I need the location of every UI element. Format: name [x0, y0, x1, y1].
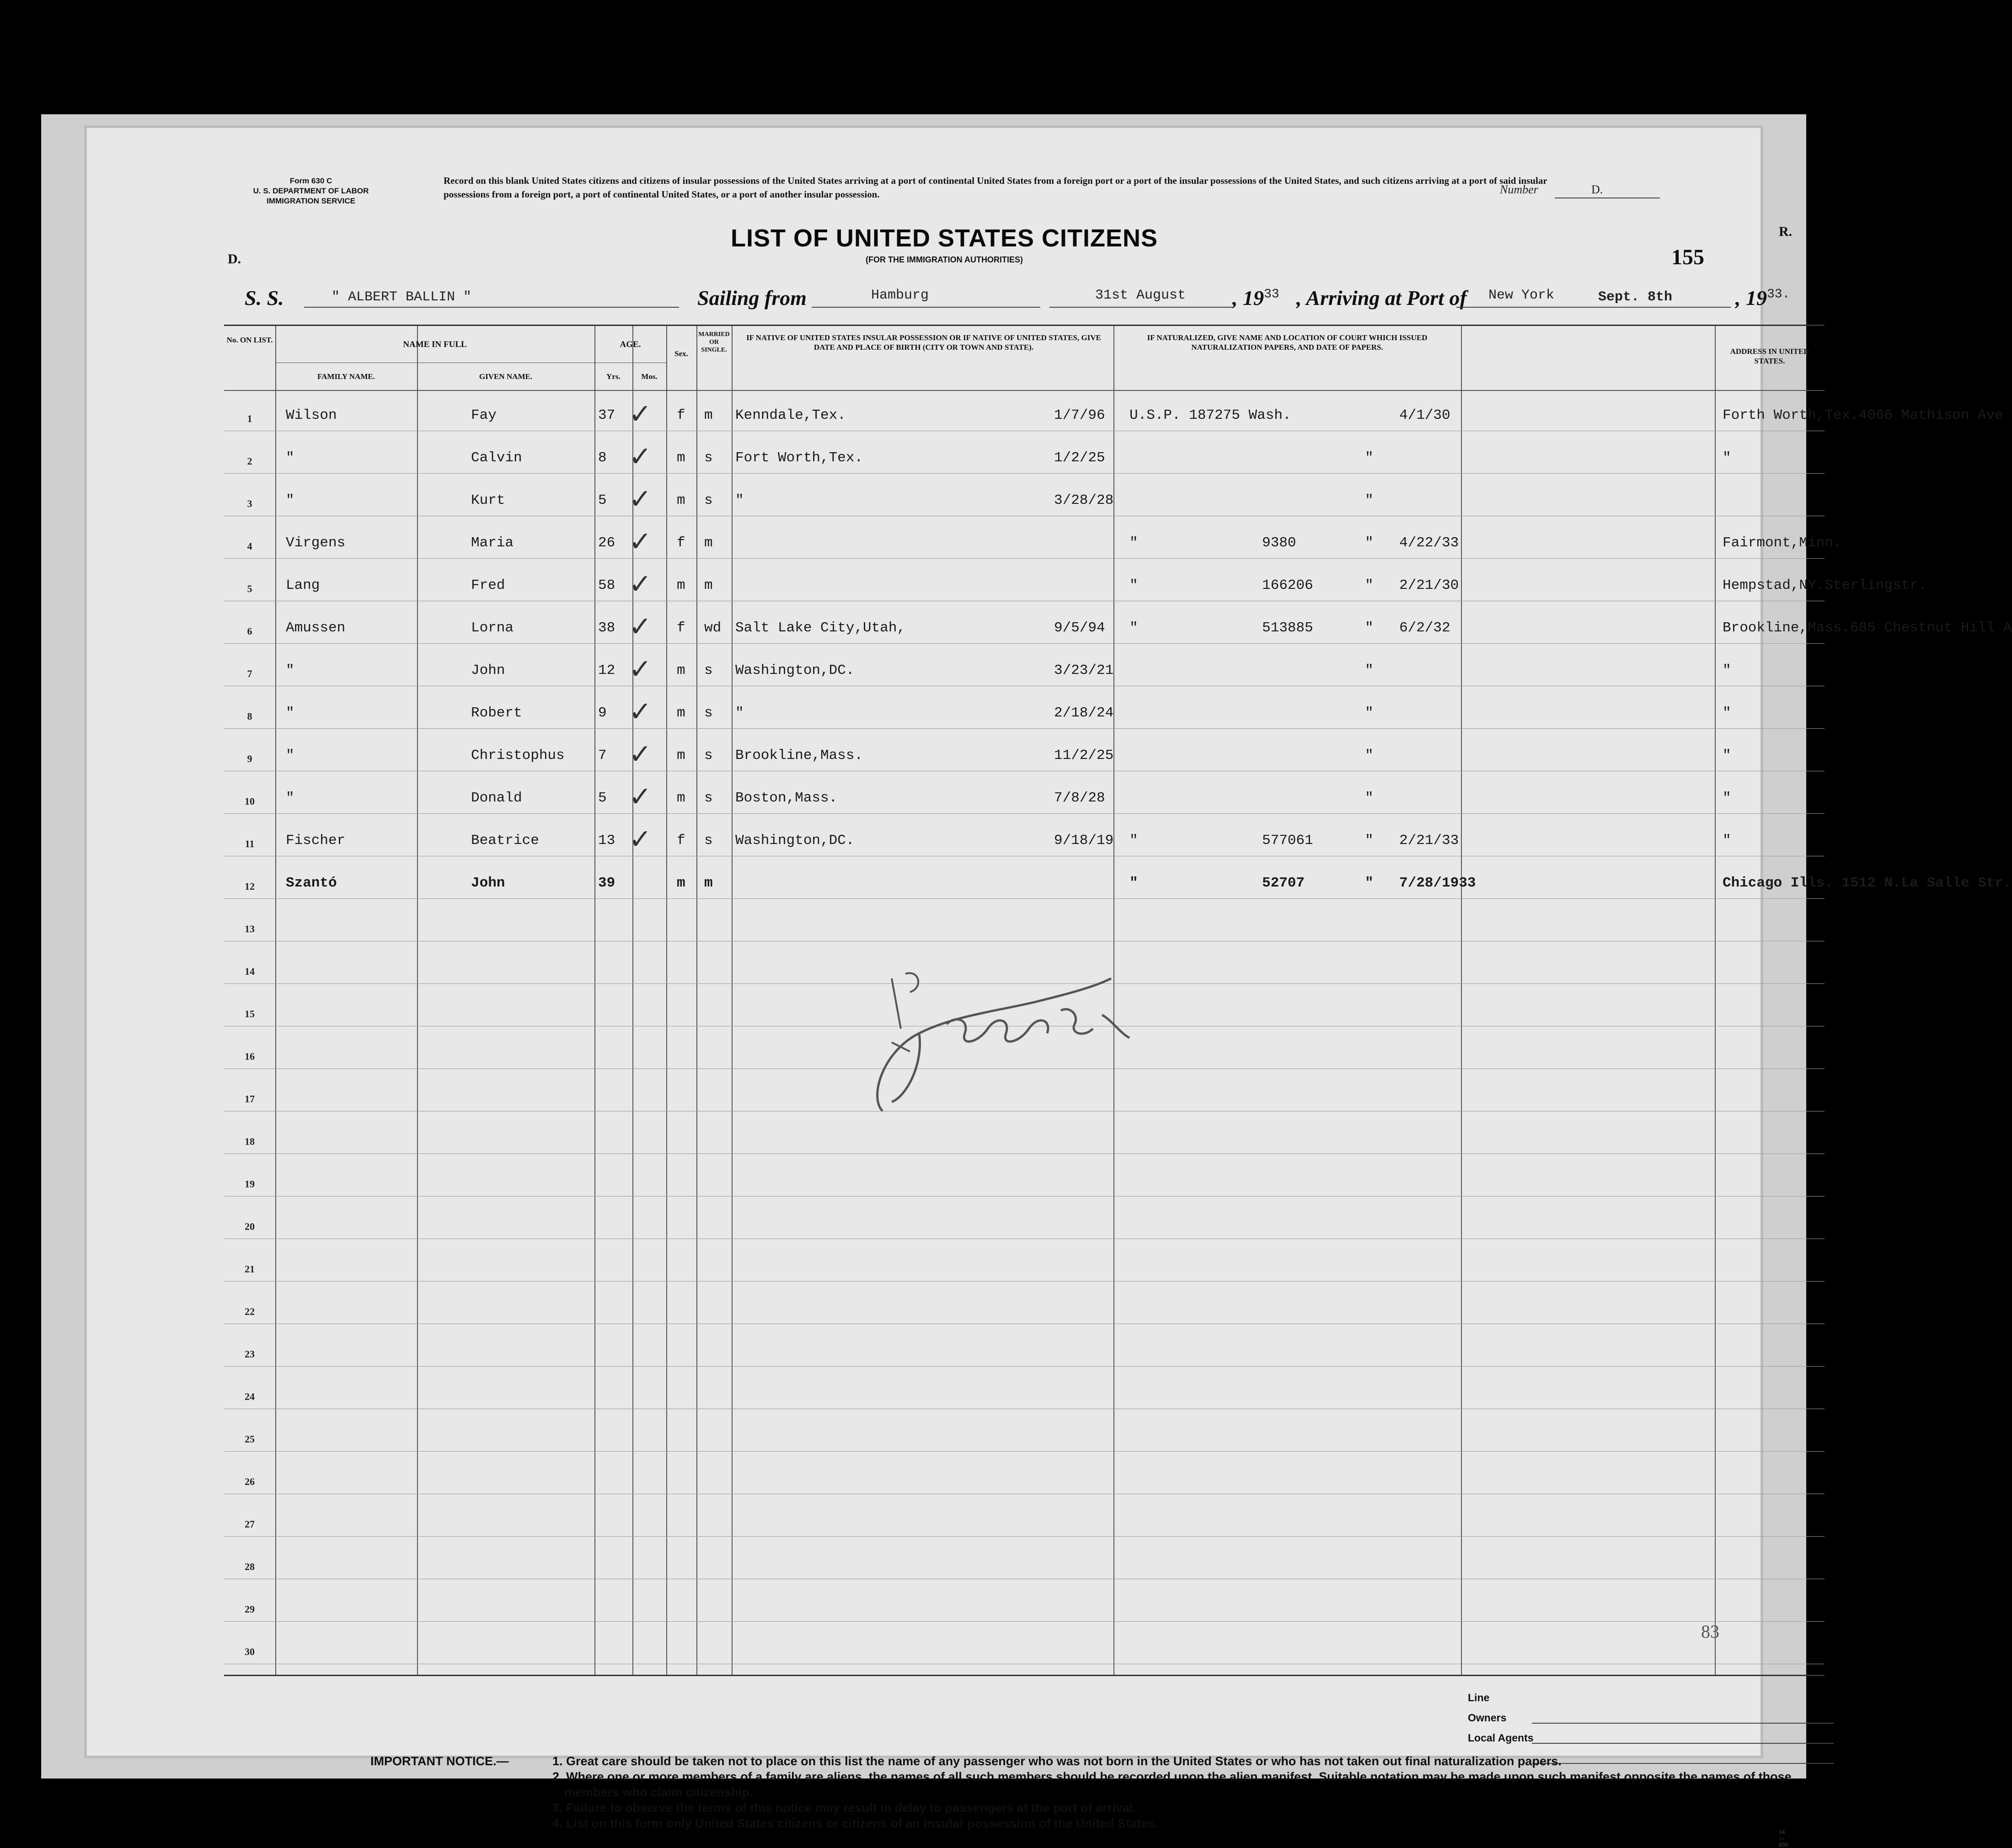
cell-nat-court: ": [1129, 833, 1138, 849]
cell-birth-date: 1/7/96: [1054, 407, 1105, 423]
cell-family: Fischer: [286, 833, 346, 849]
cell-address: Brookline,Mass.685 Chestnut Hill A: [1723, 620, 2012, 636]
owners-field: Owners: [1468, 1712, 1834, 1732]
d-mark: D.: [228, 251, 241, 267]
cell-nat-ditto: ": [1365, 790, 1374, 806]
cell-birth-date: 2/18/24: [1054, 705, 1114, 721]
line-field: Line: [1468, 1692, 1834, 1712]
cell-ms: s: [704, 790, 713, 806]
cell-given: Robert: [471, 705, 522, 721]
cell-birth-date: 9/18/19: [1054, 833, 1114, 849]
cell-family: Szantó: [286, 875, 337, 891]
cell-family: Wilson: [286, 407, 337, 423]
cell-address: ": [1723, 662, 1731, 678]
row-number: 8: [247, 710, 252, 722]
r-mark: R.: [1779, 224, 1793, 239]
cell-birth-date: 3/28/28: [1054, 492, 1114, 508]
row-rule: [224, 1366, 1825, 1367]
cell-given: Kurt: [471, 492, 505, 508]
checkmark-icon: ✓: [629, 738, 652, 770]
cell-yrs: 5: [598, 790, 607, 806]
row-number: 26: [245, 1476, 255, 1487]
cell-family: Amussen: [286, 620, 346, 636]
sailing-label: Sailing from: [697, 286, 807, 310]
cell-given: Maria: [471, 535, 514, 551]
cell-ms: wd: [704, 620, 722, 636]
cell-sex: m: [677, 450, 685, 466]
number-field: [1500, 183, 1664, 201]
cell-nat-date: 6/2/32: [1399, 620, 1450, 636]
cell-birth-place: ": [735, 705, 744, 721]
row-number: 14: [245, 966, 255, 977]
cell-given: Calvin: [471, 450, 522, 466]
header-address: ADDRESS IN UNITED STATES.: [1730, 347, 1809, 365]
checkmark-icon: ✓: [629, 611, 652, 643]
column-divider: [275, 326, 276, 1675]
cell-nat-no: 577061: [1262, 833, 1313, 849]
cell-ms: m: [704, 407, 713, 423]
cell-ms: s: [704, 748, 713, 764]
cell-yrs: 38: [598, 620, 615, 636]
cell-address: Fairmont,Minn.: [1723, 535, 1842, 551]
cell-ms: s: [704, 833, 713, 849]
cell-yrs: 8: [598, 450, 607, 466]
row-rule: [224, 558, 1825, 559]
header-naturalized: IF NATURALIZED, GIVE NAME AND LOCATION OF COURT WHICH ISSUED NATURALIZATION PAPERS, AND DATE OF PAPERS.: [1147, 333, 1428, 352]
service-name: IMMIGRATION SERVICE: [267, 197, 355, 205]
cell-yrs: 13: [598, 833, 615, 849]
cell-given: Fay: [471, 407, 497, 423]
cell-nat-date: 2/21/30: [1399, 577, 1459, 593]
header-years: Yrs.: [606, 372, 621, 381]
row-rule: [224, 813, 1825, 814]
cell-yrs: 58: [598, 577, 615, 593]
row-number: 9: [247, 753, 252, 764]
row-number: 7: [247, 668, 252, 679]
cell-birth-date: 7/8/28: [1054, 790, 1105, 806]
cell-family: ": [286, 790, 294, 806]
cell-sex: m: [677, 492, 685, 508]
arrival-date-underline: [1594, 307, 1731, 308]
cell-ms: s: [704, 492, 713, 508]
column-divider: [417, 326, 418, 1675]
cell-birth-place: Washington,DC.: [735, 833, 855, 849]
notice-heading: IMPORTANT NOTICE.—: [370, 1754, 509, 1768]
cell-family: ": [286, 705, 294, 721]
manifest-page: [87, 128, 2012, 1848]
cell-ms: s: [704, 705, 713, 721]
cell-sex: f: [677, 535, 685, 551]
row-number: 6: [247, 625, 252, 637]
row-number: 4: [247, 540, 252, 552]
row-number: 13: [245, 923, 255, 935]
arrival-port-underline: [1456, 307, 1594, 308]
cell-nat-no: 166206: [1262, 577, 1313, 593]
cell-nat-no: 52707: [1262, 875, 1305, 891]
cell-birth-place: Washington,DC.: [735, 662, 855, 678]
row-rule: [224, 473, 1825, 474]
cell-sex: m: [677, 577, 685, 593]
department-name: U. S. DEPARTMENT OF LABOR: [253, 187, 369, 195]
row-number: 5: [247, 583, 252, 594]
row-number: 15: [245, 1008, 255, 1020]
row-rule: [224, 1536, 1825, 1537]
cell-nat-ditto: ": [1365, 620, 1374, 636]
row-number: 18: [245, 1136, 255, 1147]
local-agents-field: Local Agents: [1468, 1732, 1834, 1752]
cell-nat-date: 4/22/33: [1399, 535, 1459, 551]
cell-family: Virgens: [286, 535, 346, 551]
header-family-name: FAMILY NAME.: [317, 372, 375, 381]
cell-nat-no: 9380: [1262, 535, 1296, 551]
cell-birth-place: Fort Worth,Tex.: [735, 450, 863, 466]
voyage-line: [245, 286, 1799, 313]
cell-yrs: 39: [598, 875, 615, 891]
cell-birth-place: Brookline,Mass.: [735, 748, 863, 764]
row-number: 16: [245, 1051, 255, 1062]
cell-address: ": [1723, 705, 1731, 721]
cell-yrs: 26: [598, 535, 615, 551]
cell-birth-date: 11/2/25: [1054, 748, 1114, 764]
row-number: 2: [247, 455, 252, 467]
ship-underline: [304, 307, 679, 308]
cell-birth-date: 1/2/25: [1054, 450, 1105, 466]
arrival-year: , $19^{33.}$: [1735, 286, 1790, 310]
notice-item: 3. Failure to observe the terms of this notice may result in delay to passengers at the port of arrival.: [552, 1801, 1136, 1815]
row-number: 19: [245, 1178, 255, 1190]
cell-nat-ditto: ": [1365, 875, 1374, 891]
arrival-port: New York: [1488, 288, 1555, 303]
cell-address: ": [1723, 790, 1731, 806]
cell-nat-court: ": [1129, 577, 1138, 593]
cell-nat-ditto: ": [1365, 577, 1374, 593]
row-number: 24: [245, 1391, 255, 1402]
cell-yrs: 9: [598, 705, 607, 721]
row-rule: [224, 898, 1825, 899]
checkmark-icon: ✓: [629, 696, 652, 728]
cell-address: ": [1723, 833, 1731, 849]
notice-item: 2. Where one or more members of a family are aliens, the names of all such members should be recorded upon the alien manifest. Suitable notation may be made upon such manifest opposite the names of those members who claim citizenship.: [552, 1770, 1792, 1799]
cell-sex: m: [677, 662, 685, 678]
form-code: 14—606: [1779, 1829, 1788, 1848]
cell-sex: m: [677, 705, 685, 721]
checkmark-icon: ✓: [629, 823, 652, 855]
cell-sex: m: [677, 875, 685, 891]
checkmark-icon: ✓: [629, 781, 652, 813]
page-number: 155: [1671, 245, 1704, 269]
cell-family: ": [286, 450, 294, 466]
cell-birth-date: 3/23/21: [1054, 662, 1114, 678]
header-number: No. ON LIST.: [226, 336, 273, 344]
cell-nat-court: ": [1129, 875, 1138, 891]
sheet-number: 83: [1701, 1621, 1719, 1642]
cell-address: Forth Worth,Tex.4066 Mathison Ave: [1723, 407, 2003, 423]
arriving-label: , Arriving at Port of: [1296, 286, 1467, 310]
row-number: 23: [245, 1348, 255, 1360]
cell-nat-ditto: ": [1365, 535, 1374, 551]
cell-address: Hempstad,NY.Sterlingstr.: [1723, 577, 1927, 593]
cell-nat-court: U.S.P. 187275 Wash.: [1129, 407, 1291, 423]
cell-nat-date: 4/1/30: [1399, 407, 1450, 423]
page-title: LIST OF UNITED STATES CITIZENS: [731, 224, 1158, 252]
cell-given: John: [471, 875, 505, 891]
cell-nat-ditto: ": [1365, 450, 1374, 466]
ship-name: " ALBERT BALLIN ": [332, 289, 472, 305]
cell-nat-court: ": [1129, 620, 1138, 636]
form-number: Form 630 C: [289, 176, 332, 185]
cell-family: ": [286, 492, 294, 508]
row-number: 25: [245, 1433, 255, 1445]
column-divider: [696, 326, 697, 1675]
cell-ms: s: [704, 450, 713, 466]
column-divider: [1715, 326, 1716, 1675]
row-number: 22: [245, 1306, 255, 1317]
row-number: 10: [245, 796, 255, 807]
cell-given: John: [471, 662, 505, 678]
checkmark-icon: ✓: [629, 441, 652, 473]
cell-nat-date: 2/21/33: [1399, 833, 1459, 849]
cell-birth-place: Salt Lake City,Utah,: [735, 620, 906, 636]
row-rule: [224, 728, 1825, 729]
cell-address: Chicago Ills. 1512 N.La Salle Str.: [1723, 875, 2012, 891]
checkmark-icon: ✓: [629, 568, 652, 600]
cell-sex: f: [677, 620, 685, 636]
cell-family: ": [286, 748, 294, 764]
cell-nat-court: ": [1129, 535, 1138, 551]
row-number: 28: [245, 1561, 255, 1572]
number-value: D.: [1591, 183, 1603, 196]
column-divider: [594, 326, 595, 1675]
sailing-date: 31st August: [1095, 288, 1186, 303]
cell-birth-place: Boston,Mass.: [735, 790, 838, 806]
cell-birth-place: Kenndale,Tex.: [735, 407, 846, 423]
cell-nat-ditto: ": [1365, 662, 1374, 678]
cell-given: Fred: [471, 577, 505, 593]
sailing-port: Hamburg: [871, 288, 929, 303]
handwritten-signature: [864, 960, 1148, 1125]
cell-sex: f: [677, 833, 685, 849]
cell-ms: m: [704, 875, 713, 891]
cell-given: Christophus: [471, 748, 565, 764]
page-subtitle: (FOR THE IMMIGRATION AUTHORITIES): [866, 255, 1023, 264]
cell-yrs: 12: [598, 662, 615, 678]
cell-nat-date: 7/28/1933: [1399, 875, 1476, 891]
row-number: 1: [247, 413, 252, 424]
header-given-name: GIVEN NAME.: [479, 372, 533, 381]
header-age: AGE.: [620, 340, 641, 349]
cell-yrs: 37: [598, 407, 615, 423]
column-divider: [1461, 326, 1462, 1675]
owner-lines: [1468, 1692, 1834, 1752]
header-birth: IF NATIVE OF UNITED STATES INSULAR POSSESSION OR IF NATIVE OF UNITED STATES, GIVE DATE AND PLACE OF BIRTH (CITY OR TOWN AND STATE).: [746, 333, 1101, 352]
cell-ms: m: [704, 577, 713, 593]
row-number: 11: [245, 838, 255, 849]
cell-yrs: 5: [598, 492, 607, 508]
cell-sex: f: [677, 407, 685, 423]
row-rule: [224, 1281, 1825, 1282]
cell-ms: s: [704, 662, 713, 678]
cell-family: ": [286, 662, 294, 678]
column-divider: [732, 326, 733, 1675]
header-separator: [224, 390, 1825, 391]
header-married-or-single: MARRIED OR SINGLE.: [698, 331, 730, 353]
checkmark-icon: ✓: [629, 653, 652, 685]
cell-family: Lang: [286, 577, 320, 593]
row-number: 20: [245, 1221, 255, 1232]
row-number: 30: [245, 1646, 255, 1657]
notice-items: [552, 1753, 1846, 1831]
cell-birth-place: ": [735, 492, 744, 508]
form-identifier: [224, 176, 398, 206]
row-rule: [224, 643, 1825, 644]
ss-label: S. S.: [245, 286, 284, 310]
cell-given: Lorna: [471, 620, 514, 636]
row-number: 27: [245, 1518, 255, 1530]
number-label: Number: [1500, 183, 1538, 196]
header-months: Mos.: [641, 372, 658, 381]
checkmark-icon: ✓: [629, 483, 652, 515]
cell-address: ": [1723, 748, 1731, 764]
row-number: 21: [245, 1263, 255, 1275]
cell-sex: m: [677, 748, 685, 764]
checkmark-icon: ✓: [629, 526, 652, 558]
row-number: 12: [245, 881, 255, 892]
cell-nat-ditto: ": [1365, 705, 1374, 721]
row-rule: [224, 1621, 1825, 1622]
cell-yrs: 7: [598, 748, 607, 764]
row-number: 3: [247, 498, 252, 509]
row-rule: [224, 1451, 1825, 1452]
cell-given: Donald: [471, 790, 522, 806]
notice-item: 4. List on this form only United States citizens or citizens of an insular possession of the United States.: [552, 1816, 1158, 1830]
cell-ms: m: [704, 535, 713, 551]
header-sex: Sex.: [674, 349, 688, 358]
cell-nat-no: 513885: [1262, 620, 1313, 636]
cell-nat-ditto: ": [1365, 492, 1374, 508]
header-name-in-full: NAME IN FULL: [403, 340, 467, 349]
cell-nat-ditto: ": [1365, 833, 1374, 849]
row-number: 29: [245, 1603, 255, 1615]
sailing-year: , $19^{33}$: [1232, 286, 1279, 310]
cell-sex: m: [677, 790, 685, 806]
sailing-date-underline: [1049, 307, 1232, 308]
cell-nat-ditto: ": [1365, 748, 1374, 764]
record-instructions: Record on this blank United States citizens and citizens of insular possessions of the United States arriving at a port of continental United States from a foreign port or a port of the insular possessions of the United States, and such citizens arriving at a port of said insular possessions from a foreign port, a port of continental United States, or a port of another insular possession.: [444, 175, 1547, 200]
sailing-port-underline: [812, 307, 1040, 308]
arrival-date: Sept. 8th: [1598, 289, 1673, 305]
notice-item: 1. Great care should be taken not to place on this list the name of any passenger who was not born in the United States or who has not taken out final naturalization papers.: [552, 1754, 1562, 1768]
cell-birth-date: 9/5/94: [1054, 620, 1105, 636]
cell-address: ": [1723, 450, 1731, 466]
column-divider: [666, 326, 667, 1675]
cell-given: Beatrice: [471, 833, 539, 849]
row-number: 17: [245, 1093, 255, 1105]
checkmark-icon: ✓: [629, 398, 652, 430]
